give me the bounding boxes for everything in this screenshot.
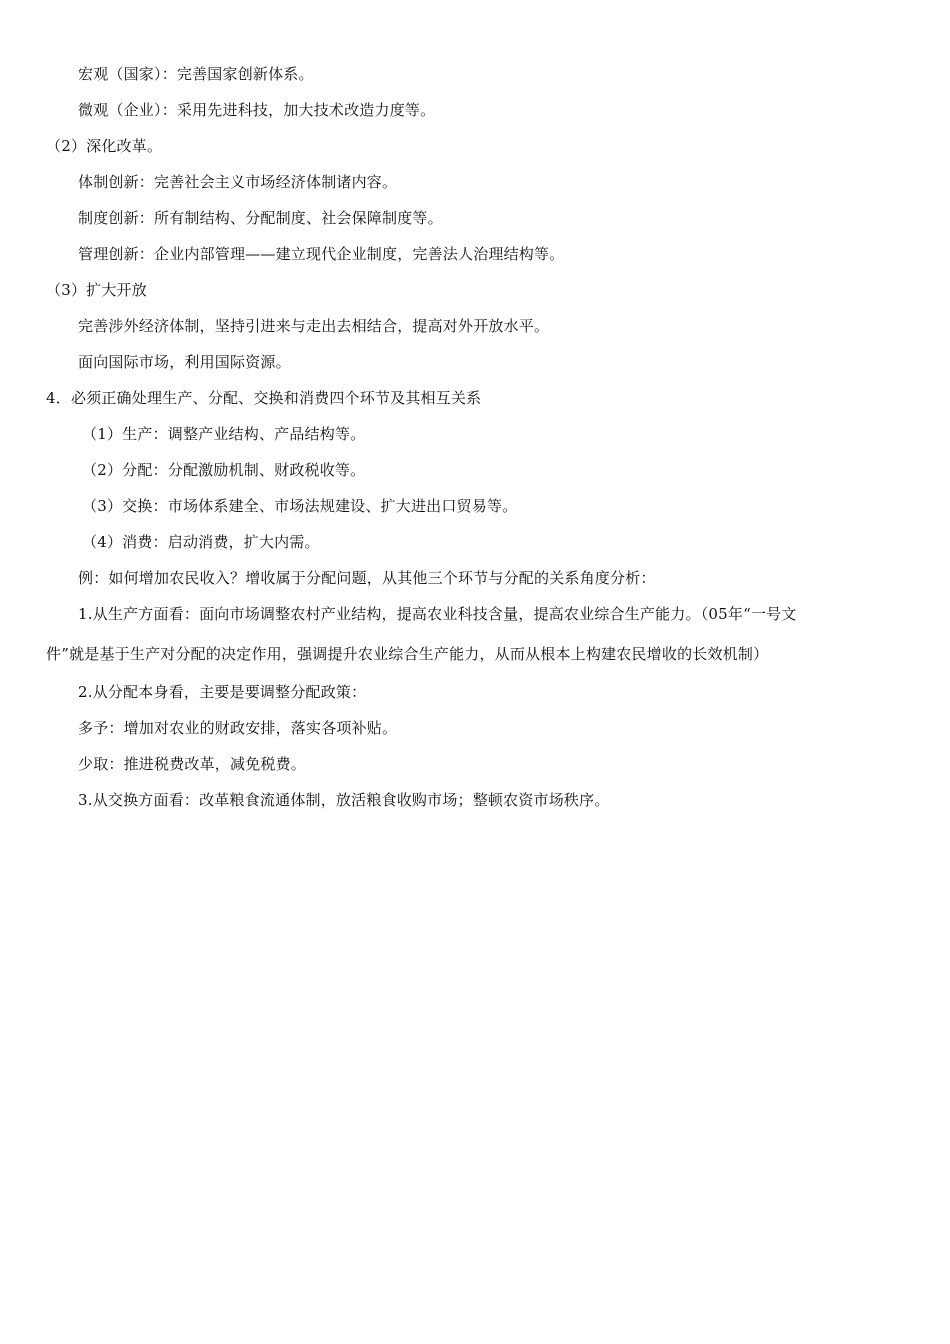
text-line-institution-innovation: 制度创新：所有制结构、分配制度、社会保障制度等。	[78, 209, 443, 227]
heading-four-links: 4．必须正确处理生产、分配、交换和消费四个环节及其相互关系	[46, 389, 482, 407]
text-line-macro: 宏观（国家）：完善国家创新体系。	[78, 65, 314, 83]
text-line-example-point-2: 2.从分配本身看，主要是要调整分配政策：	[78, 683, 367, 701]
text-line-distribution: （2）分配：分配激励机制、财政税收等。	[82, 461, 366, 479]
text-line-production: （1）生产：调整产业结构、产品结构等。	[82, 425, 366, 443]
text-line-system-innovation: 体制创新：完善社会主义市场经济体制诸内容。	[78, 173, 398, 191]
text-line-example-point-1-cont: 件”就是基于生产对分配的决定作用，强调提升农业综合生产能力，从而从根本上构建农民增收的长效机制）	[46, 645, 769, 663]
text-line-micro: 微观（企业）：采用先进科技，加大技术改造力度等。	[78, 101, 436, 119]
text-line-example-point-3: 3.从交换方面看：改革粮食流通体制，放活粮食收购市场；整顿农资市场秩序。	[78, 791, 610, 809]
heading-deepen-reform: （2）深化改革。	[46, 137, 163, 155]
text-line-consumption: （4）消费：启动消费，扩大内需。	[82, 533, 320, 551]
text-line-example-point-1: 1.从生产方面看：面向市场调整农村产业结构，提高农业科技含量，提高农业综合生产能力。（05年“一号文	[78, 605, 797, 623]
text-line-management-innovation: 管理创新：企业内部管理——建立现代企业制度，完善法人治理结构等。	[78, 245, 565, 263]
text-line-give-more: 多予：增加对农业的财政安排，落实各项补贴。	[78, 719, 398, 737]
text-line-international-market: 面向国际市场，利用国际资源。	[78, 353, 291, 371]
text-line-example: 例：如何增加农民收入？增收属于分配问题，从其他三个环节与分配的关系角度分析：	[78, 569, 656, 587]
text-line-take-less: 少取：推进税费改革，减免税费。	[78, 755, 307, 773]
heading-expand-opening: （3）扩大开放	[46, 281, 147, 299]
text-line-foreign-economy: 完善涉外经济体制，坚持引进来与走出去相结合，提高对外开放水平。	[78, 317, 550, 335]
text-line-exchange: （3）交换：市场体系建全、市场法规建设、扩大进出口贸易等。	[82, 497, 518, 515]
